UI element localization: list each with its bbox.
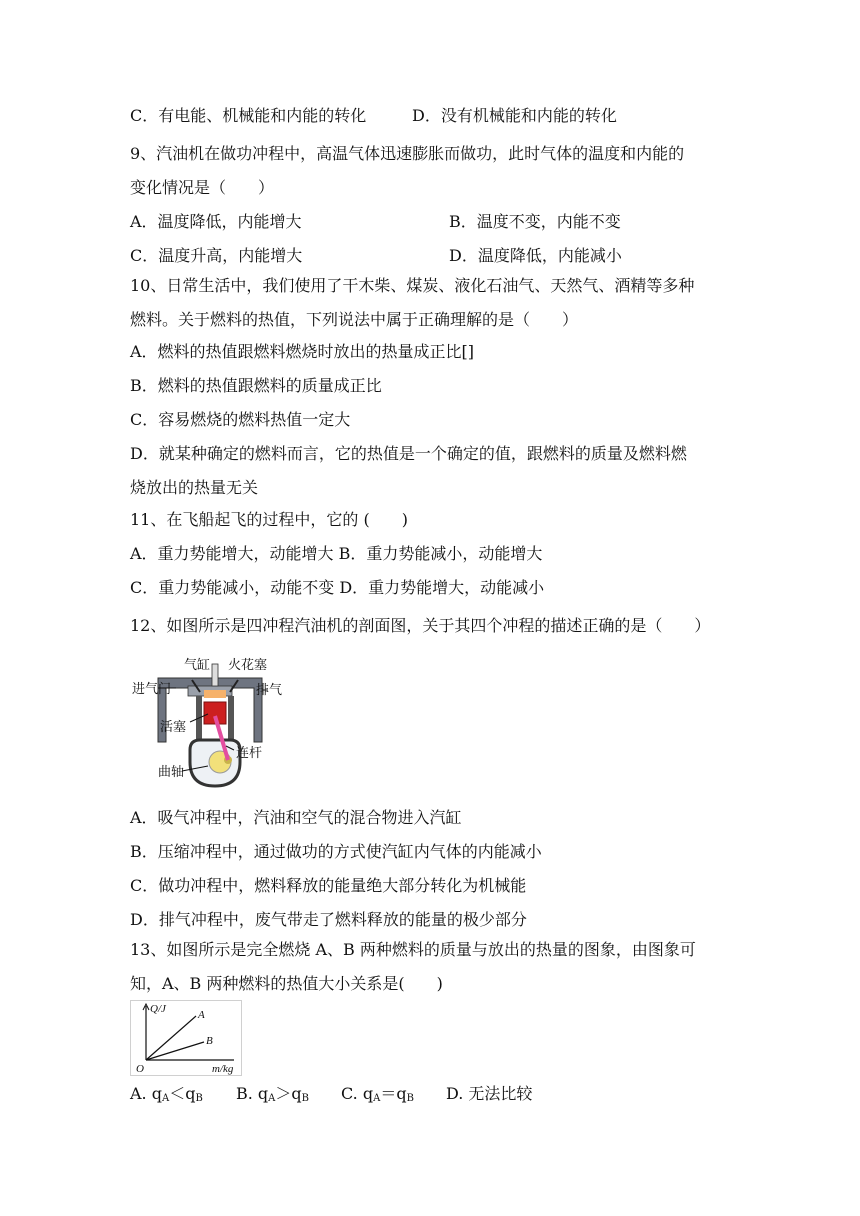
q9-stem-line1: 9、汽油机在做功冲程中，高温气体迅速膨胀而做功，此时气体的温度和内能的: [130, 144, 685, 163]
q13-stem-line1: 13、如图所示是完全燃烧 A、B 两种燃料的质量与放出的热量的图象，由图象可: [130, 940, 696, 959]
q11-stem: 11、在飞船起飞的过程中，它的 ( ): [130, 510, 408, 529]
heat-mass-graph: [130, 1000, 242, 1076]
origin-label: O: [136, 1063, 144, 1075]
q10-option-a: A．燃料的热值跟燃料燃烧时放出的热量成正比[]: [130, 342, 475, 361]
engine-cross-section-figure: [128, 650, 288, 790]
q8-option-d: D．没有机械能和内能的转化: [412, 106, 617, 125]
q13-option-c: C. $q_A=q_B$: [341, 1084, 414, 1104]
label-crankshaft: 曲轴: [158, 765, 185, 780]
label-cylinder: 气缸: [184, 658, 211, 673]
q9-stem-line2: 变化情况是（ ）: [130, 178, 275, 197]
q13-option-b: B. $q_A>q_B$: [236, 1084, 310, 1104]
q12-option-d: D．排气冲程中，废气带走了燃料释放的能量的极少部分: [130, 910, 527, 929]
q10-option-d-line1: D．就某种确定的燃料而言，它的热值是一个确定的值，跟燃料的质量及燃料燃: [130, 444, 687, 463]
line-a-label: A: [198, 1009, 205, 1021]
combustion-flame: [204, 690, 226, 698]
label-connecting-rod: 连杆: [236, 746, 263, 761]
q12-option-b: B．压缩冲程中，通过做功的方式使汽缸内气体的内能减小: [130, 842, 542, 861]
label-piston: 活塞: [160, 720, 187, 735]
q9-option-d: D．温度降低，内能减小: [449, 246, 622, 265]
q11-options-row2: C．重力势能减小，动能不变 D．重力势能增大，动能减小: [130, 578, 545, 597]
q10-stem-line1: 10、日常生活中，我们使用了干木柴、煤炭、液化石油气、天然气、酒精等多种: [130, 276, 695, 295]
q9-option-c: C．温度升高，内能增大: [130, 246, 303, 265]
q12-option-a: A．吸气冲程中，汽油和空气的混合物进入汽缸: [130, 808, 462, 827]
spark-plug: [212, 664, 218, 686]
label-intake-valve: 进气门: [132, 682, 172, 697]
label-exhaust: 排气: [256, 683, 283, 698]
q11-options-row1: A．重力势能增大，动能增大 B．重力势能减小，动能增大: [130, 544, 543, 563]
line-b-label: B: [206, 1035, 213, 1047]
q9-option-b: B．温度不变，内能不变: [449, 212, 621, 231]
q13-option-a: A. $q_A<q_B$: [130, 1084, 203, 1104]
x-axis-label: m/kg: [212, 1063, 234, 1075]
label-spark-plug: 火花塞: [228, 658, 268, 673]
q10-option-b: B．燃料的热值跟燃料的质量成正比: [130, 376, 382, 395]
q12-option-c: C．做功冲程中，燃料释放的能量绝大部分转化为机械能: [130, 876, 527, 895]
q13-stem-line2: 知，A、B 两种燃料的热值大小关系是( ): [130, 974, 443, 993]
q8-option-c: C．有电能、机械能和内能的转化: [130, 106, 367, 125]
q10-stem-line2: 燃料。关于燃料的热值，下列说法中属于正确理解的是（ ）: [130, 310, 579, 329]
q9-option-a: A．温度降低，内能增大: [130, 212, 302, 231]
q10-option-d-line2: 烧放出的热量无关: [130, 478, 259, 497]
q13-option-d: D. 无法比较: [446, 1084, 533, 1103]
q12-stem: 12、如图所示是四冲程汽油机的剖面图，关于其四个冲程的描述正确的是（ ）: [130, 616, 711, 635]
y-axis-label: Q/J: [150, 1003, 166, 1015]
q10-option-c: C．容易燃烧的燃料热值一定大: [130, 410, 351, 429]
